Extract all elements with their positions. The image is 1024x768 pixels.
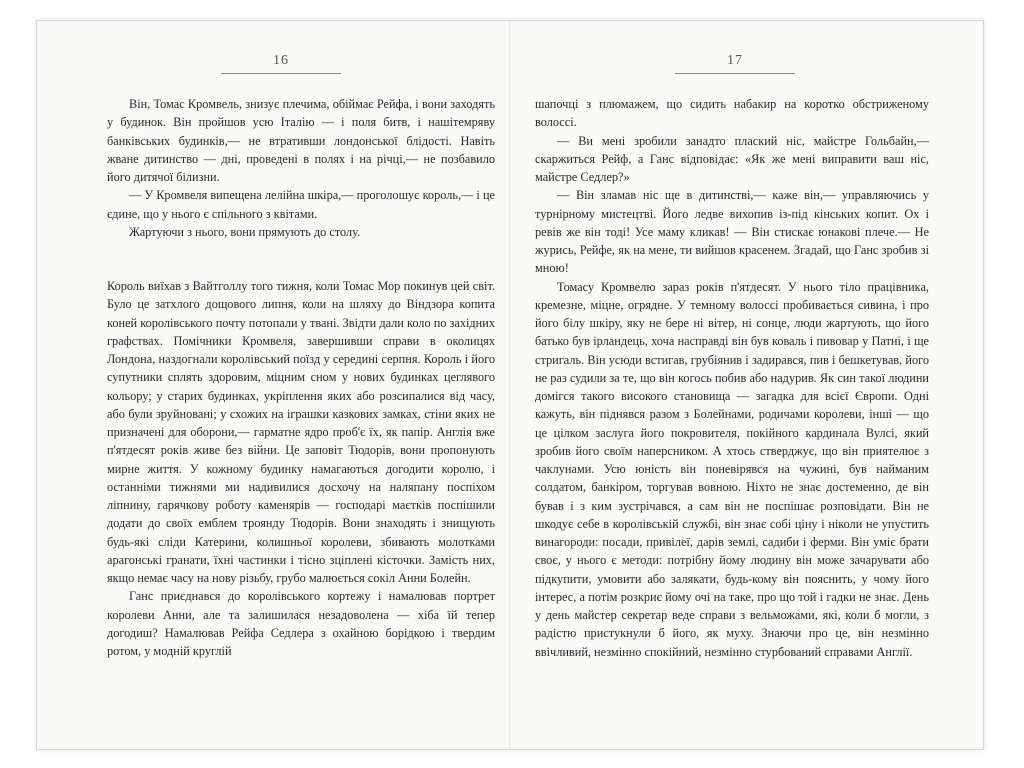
left-page [37,21,509,749]
book-spread [36,20,984,750]
paragraph: Він, Томас Кромвель, знизує плечима, обіймає Рейфа, і вони заходять у будинок. Він пройшов усю Італію — і поля битв, і нашітемряву банківських будинків,— не втративши лондонської блідості. Навіть жване дитинство — дні, проведені в полях і на річці,— не позбавило його дитячої білизни. [107,97,495,184]
paragraph: — Ви мені зробили занадто плаский ніс, майстре Гольбайн,— скаржиться Рейф, а Ганс відповідає: «Як же мені виправити ваш ніс, майстре Седлер?» [535,133,929,184]
folio-rule [675,73,795,74]
section-break [107,241,495,277]
right-page [511,21,983,749]
paragraph: Жартуючи з нього, вони прямують до столу. [129,224,361,239]
paragraph: — У Кромвеля випещена лелійна шкіра,— проголошує король,— і це єдине, що у нього є спільного з квітами. [107,188,495,221]
left-page-text [107,95,495,660]
paragraph: Король виїхав з Вайтголлу того тижня, коли Томас Мор покинув цей світ. Було це затхлого дощового липня, коли на шляху до Віндзора копита коней королівського почту потопали у твані. Звідти дали коло по західних графствах. Помічники Кромвеля, завершивши справи в околицях Лондона, наздогнали королівський поїзд у середині серпня. Король і його супутники сплять здоровим, міцним сном у нових будинках цеглявого кольору; у старих будинках, укріплення яких або розсипалися від часу, або були зруйновані; у схожих на іграшки казкових замках, стіни яких не призначені для оборони,— гарматне ядро проб'є їх, як папір. Англія вже п'ятдесят років живе без війни. Це заповіт Тюдорів, вони пропонують мирне життя. У кожному будинку намагаються догодити королю, і останніми тижнями ми надивилися досхочу на наляпану поспіхом ліпнину, гарячкову роботу каменярів — господарі маєтків поспішили додати до своїх емблем троянду Тюдорів. Вони знаходять і знищують будь-які сліди Катерини, колишньої королеви, збивають молотками арагонські гранати, їхні частинки і тісно зціплені кісточки. Замість них, якщо немає часу на нову різьбу, грубо малюється сокіл Анни Болейн. [107,279,495,585]
page-number-text: 16 [273,53,289,68]
page-number-right [675,53,795,74]
paragraph: Томасу Кромвелю зараз років п'ятдесят. У нього тіло працівника, кремезне, міцне, огрядне. У темному волоссі пробивається сивина, і про його білу шкіру, яку не бере ні вітер, ні сонце, люди жартують, що його батько був ірландець, хоча насправді він був коваль і пивовар у Патні, і ще стригаль. Він усюди встигав, грубіянив і задирався, пив і бешкетував, його не раз судили за те, що він когось побив або надурив. Як син такої людини домігся такого високого становища — загадка для всієї Європи. Одні кажуть, він піднявся разом з Болейнами, родичами королеви, інші — що це цілком заслуга його покровителя, покійного кардинала Вулсі, який зробив його своїм наперсником. А хтось стверджує, що він приятелює з чаклунами. Усю юність він поневірявся на чужині, був найманим солдатом, банкіром, торгував вовною. Ніхто не знає достеменно, де він бував і з ким зустрічався, а сам він не поспішає розповідати. Він не шкодує себе в королівській службі, він знає собі ціну і ніколи не упустить винагороди: посади, привілеї, дарів землі, садиби і ферми. Він уміє брати своє, у нього є методи: потрібну йому людину він може зачарувати або підкупити, умовити або залякати, будь-кому він пояснить, у чому його інтерес, а потім розкриє йому очі на таке, про що той і гадки не знає. День у день майстер секретар веде справи з вельможами, які, коли б могли, з радістю пристукнули б його, як муху. Знаючи про це, він незмінно ввічливий, незмінно спокійний, незмінно стурбований справами Англії. [535,279,929,659]
folio-rule [221,73,341,74]
page-number-text: 17 [727,53,743,68]
right-page-text [535,95,929,661]
paragraph: шапочці з плюмажем, що сидить набакир на коротко обстриженому волоссі. [535,97,929,130]
paragraph: — Він зламав ніс ще в дитинстві,— каже він,— управляючись у турнірному мистецтві. Його ледве вихопив із-під кінських копит. Ох і ревів же він тоді! Усе маму кликав! — Він стискає юнакові плече.— Не журись, Рейфе, як на мене, ти вийшов красенем. Згадай, що Ганс зробив зі мною! [535,188,929,276]
page-number-left [221,53,341,74]
paragraph: Ганс приєднався до королівського кортежу і намалював портрет королеви Анни, але та залишилася незадоволена — хіба їй тепер догодиш? Намалював Рейфа Седлера з охайною борідкою і твердим ротом, у модній круглій [107,589,495,658]
